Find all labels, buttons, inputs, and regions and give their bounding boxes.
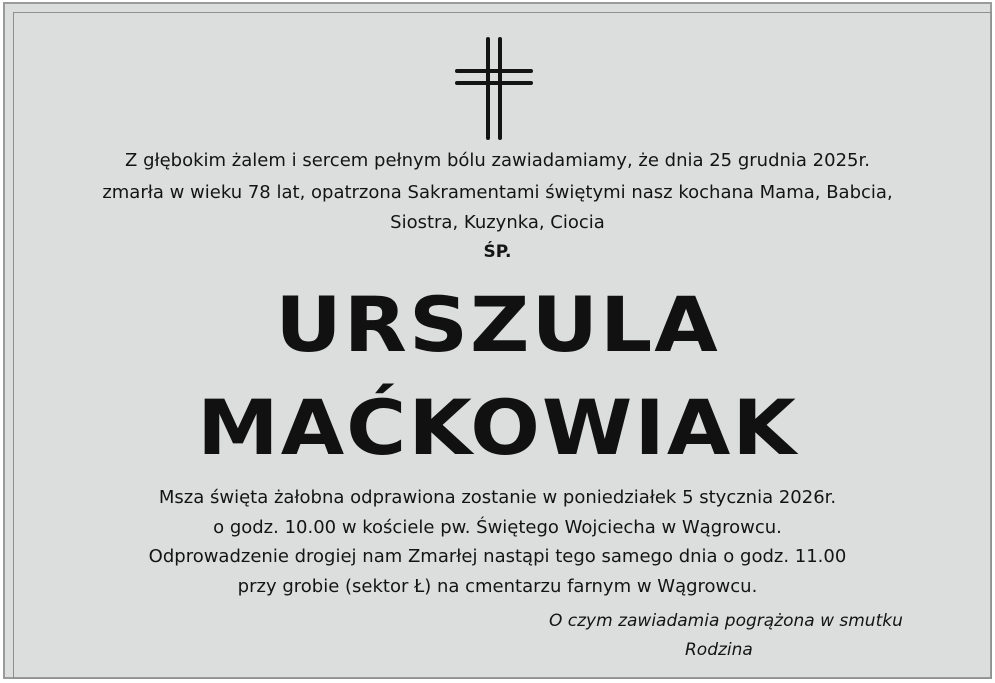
honorific: ŚP. <box>483 242 512 262</box>
intro-line-2: zmarła w wieku 78 lat, opatrzona Sakramentami świętymi nasz kochana Mama, Babcia, <box>102 182 893 203</box>
ceremony-line-4: przy grobie (sektor Ł) na cmentarzu farnym w Wągrowcu. <box>237 576 758 597</box>
ceremony-line-2: o godz. 10.00 w kościele pw. Świętego Wojciecha w Wągrowcu. <box>213 517 782 538</box>
ceremony-line-1: Msza święta żałobna odprawiona zostanie w poniedziałek 5 stycznia 2026r. <box>158 487 837 508</box>
cross-icon <box>455 37 533 140</box>
intro-line-3: Siostra, Kuzynka, Ciocia <box>390 212 605 233</box>
signature-line: O czym zawiadamia pogrążona w smutku <box>549 611 903 631</box>
deceased-last-name: MAĆKOWIAK <box>197 384 798 473</box>
signature-name: Rodzina <box>685 640 753 660</box>
deceased-first-name: URSZULA <box>275 281 720 370</box>
ceremony-line-3: Odprowadzenie drogiej nam Zmarłej nastąpi tego samego dnia o godz. 11.00 <box>148 546 847 567</box>
intro-line-1: Z głębokim żalem i sercem pełnym bólu zawiadamiamy, że dnia 25 grudnia 2025r. <box>125 150 870 171</box>
